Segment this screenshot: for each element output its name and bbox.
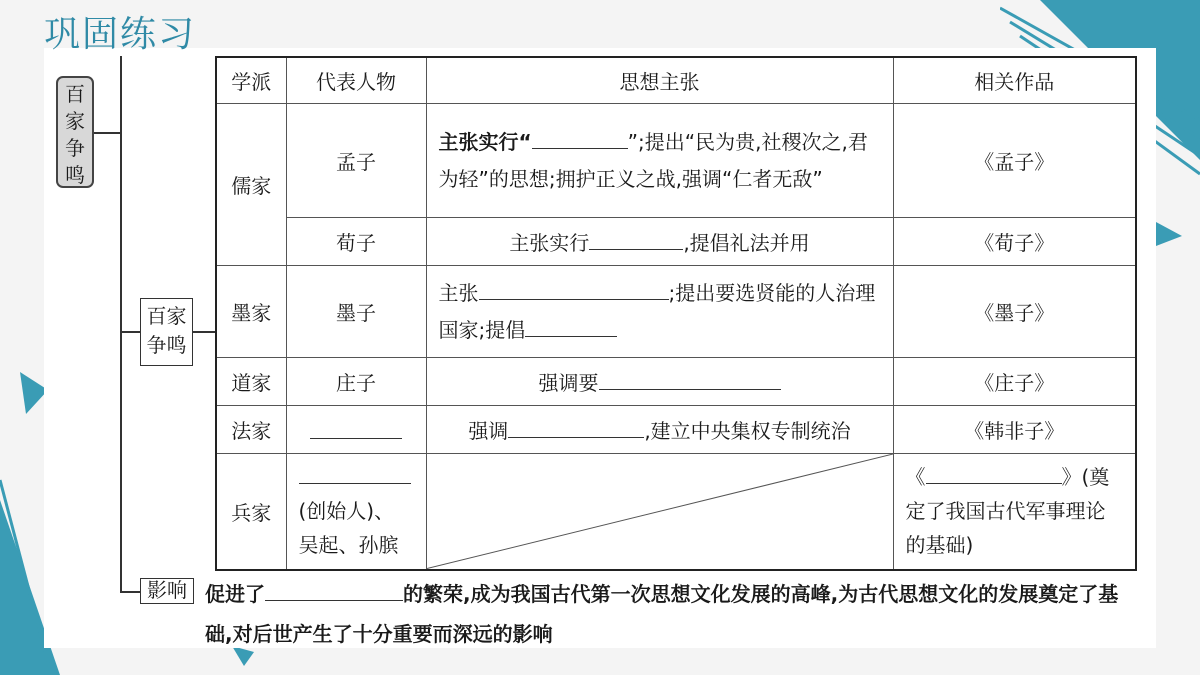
- cell-work-bing: [893, 454, 1136, 570]
- header-school: 学派: [216, 57, 286, 104]
- branch-connector-influence: [120, 591, 140, 593]
- cell-school-bing: 兵家: [216, 454, 286, 570]
- cell-idea-bing: [426, 454, 893, 570]
- header-idea: 思想主张: [426, 57, 893, 104]
- header-work: 相关作品: [893, 57, 1136, 104]
- cell-idea-dao: [426, 358, 893, 406]
- answer-blank-bing-work[interactable]: [926, 461, 1062, 484]
- table-row: [216, 104, 1136, 218]
- root-connector: [94, 132, 120, 134]
- diagonal-line: [427, 454, 893, 569]
- table-connector: [193, 331, 215, 333]
- cell-idea-fa: [426, 406, 893, 454]
- answer-blank-xunzi[interactable]: [589, 227, 683, 250]
- idea-xunzi-rest: ,提倡礼法并用: [683, 231, 810, 255]
- person-bing-others: 吴起、孙膑: [298, 533, 399, 558]
- table-header-row: [216, 57, 1136, 104]
- cell-school-ru: 儒家: [216, 104, 286, 266]
- answer-blank-mengzi[interactable]: [532, 126, 628, 149]
- idea-fa-prefix: 强调: [468, 419, 509, 443]
- header-person: 代表人物: [286, 57, 426, 104]
- idea-mo-prefix: 主张: [438, 280, 479, 305]
- cell-person-fa: [286, 406, 426, 454]
- idea-mengzi-rest: ”;提出“民为贵,社稷次之,君为轻”的思想;拥护正义之战,强调“仁者无敌”: [438, 129, 868, 191]
- table-row: [216, 406, 1136, 454]
- schools-table: [215, 56, 1137, 571]
- cell-work-xunzi: 《荀子》: [893, 218, 1136, 266]
- table-row: [216, 454, 1136, 570]
- answer-blank-fa[interactable]: [508, 415, 644, 438]
- answer-blank-mo-2[interactable]: [525, 314, 617, 337]
- answer-blank-fa-person[interactable]: [310, 416, 402, 439]
- page-title: 巩固练习: [44, 14, 197, 55]
- answer-blank-bing-person[interactable]: [299, 461, 411, 484]
- root-node-label: 百家争鸣: [65, 82, 85, 187]
- idea-xunzi-prefix: 主张实行: [509, 231, 590, 255]
- cell-idea-mo: [426, 266, 893, 358]
- idea-dao-prefix: 强调要: [538, 371, 599, 395]
- answer-blank-mo-1[interactable]: [479, 277, 669, 300]
- influence-text-prefix: 促进了: [205, 582, 265, 606]
- cell-school-dao: 道家: [216, 358, 286, 406]
- branch-connector-sub: [120, 331, 140, 333]
- cell-person-mengzi: 孟子: [286, 104, 426, 218]
- answer-blank-dao[interactable]: [599, 367, 781, 390]
- decoration-triangle-right: [1156, 222, 1182, 246]
- trunk-line: [120, 56, 122, 592]
- table-row: [216, 218, 1136, 266]
- idea-fa-rest: ,建立中央集权专制统治: [644, 419, 851, 443]
- person-bing-founder: (创始人)、: [298, 499, 395, 524]
- cell-person-xunzi: 荀子: [286, 218, 426, 266]
- influence-node: [140, 578, 194, 604]
- influence-text: [205, 574, 1135, 654]
- cell-work-dao: 《庄子》: [893, 358, 1136, 406]
- idea-mengzi-prefix: 主张实行“: [438, 129, 532, 154]
- cell-idea-xunzi: [426, 218, 893, 266]
- table-row: [216, 358, 1136, 406]
- root-node: [56, 76, 94, 188]
- cell-work-fa: 《韩非子》: [893, 406, 1136, 454]
- cell-school-mo: 墨家: [216, 266, 286, 358]
- subtopic-node: [140, 298, 193, 366]
- work-bing-rest: 》(奠定了我国古代军事理论的基础): [905, 465, 1110, 558]
- cell-work-mo: 《墨子》: [893, 266, 1136, 358]
- subtopic-node-label: 百家争鸣: [146, 304, 187, 357]
- influence-node-label: 影响: [147, 578, 187, 602]
- cell-person-bing: [286, 454, 426, 570]
- influence-text-rest: 的繁荣,成为我国古代第一次思想文化发展的高峰,为古代思想文化的发展奠定了基础,对后世产生了十分重要而深远的影响: [205, 582, 1119, 646]
- table-row: [216, 266, 1136, 358]
- work-bing-open: 《: [905, 465, 926, 490]
- answer-blank-influence[interactable]: [265, 578, 403, 601]
- cell-person-zhuangzi: 庄子: [286, 358, 426, 406]
- cell-work-mengzi: 《孟子》: [893, 104, 1136, 218]
- idea-mo-rest: ;提出要选贤能的人治理国家;提倡: [438, 280, 876, 342]
- cell-school-fa: 法家: [216, 406, 286, 454]
- cell-person-mozi: 墨子: [286, 266, 426, 358]
- cell-idea-mengzi: [426, 104, 893, 218]
